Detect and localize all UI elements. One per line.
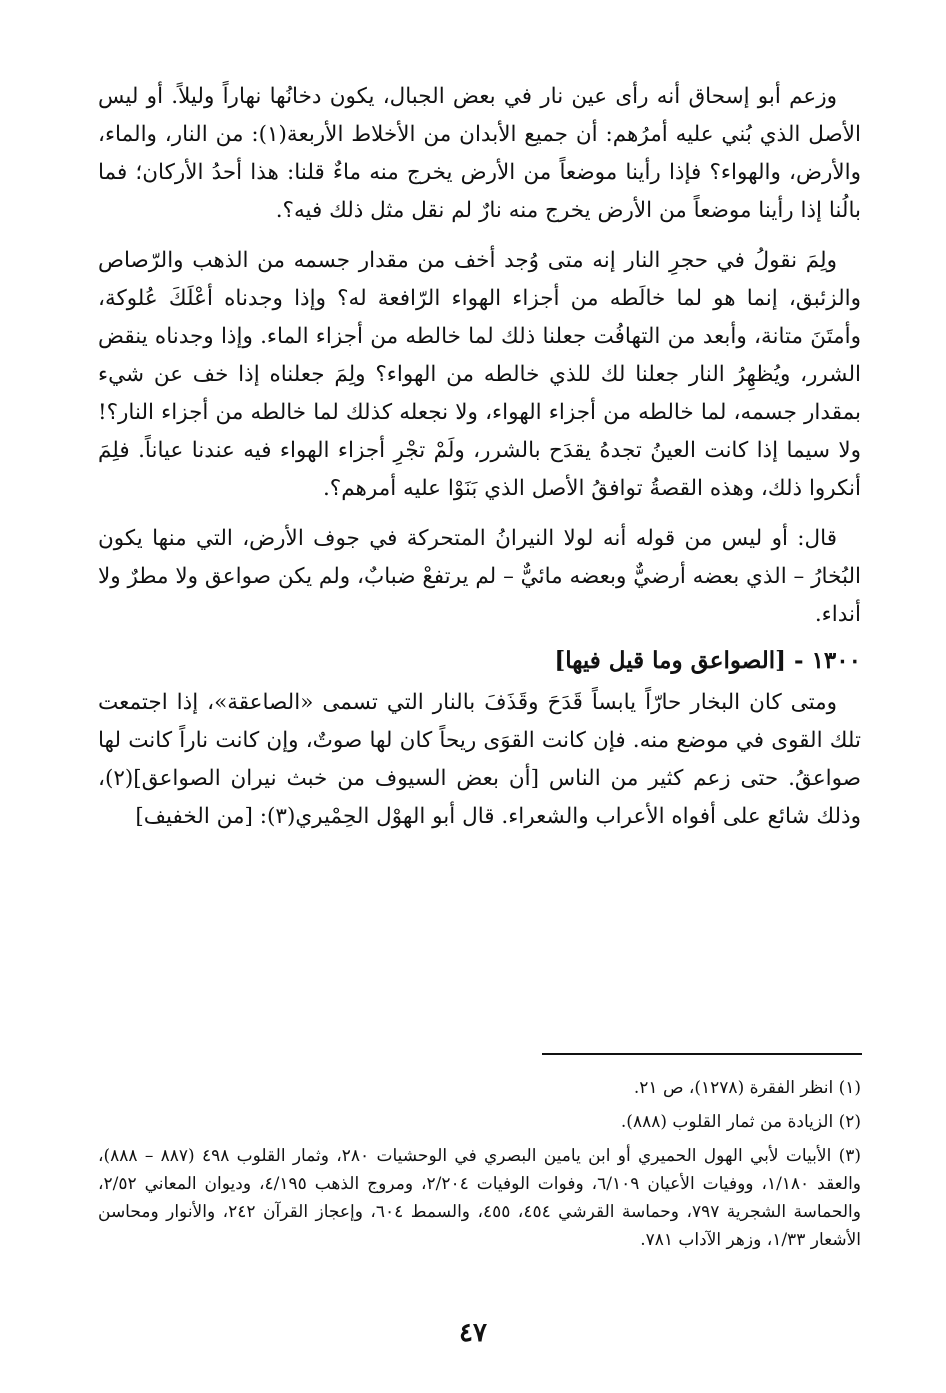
paragraph-4: ومتى كان البخار حارّاً يابساً قَدَحَ وقَذَفَ بالنار التي تسمى «الصاعقة»، إذا اجتمعت تلك القوى في موضع منه. فإن كانت القوَى ريحاً كان لها صوتٌ، وإن كانت ناراً كانت لها صواعقُ. حتى زعم كثير من الناس [أن بعض السيوف من خبث نيران الصواعق](٢)، وذلك شائع على أفواه الأعراب والشعراء. قال أبو الهوْل الحِمْيري(٣): [من الخفيف] [98,690,861,829]
footnote-divider [542,1053,862,1055]
footnotes [98,1074,861,1260]
footnote-2: (٢) الزيادة من ثمار القلوب (٨٨٨). [620,1112,861,1132]
footnote-1: (١) انظر الفقرة (١٢٧٨)، ص ٢١. [633,1078,861,1098]
paragraph-1: وزعم أبو إسحاق أنه رأى عين نار في بعض الجبال، يكون دخانُها نهاراً وليلاً. أو ليس الأصل الذي بُني عليه أمرُهم: أن جميع الأبدان من الأخلاط الأربعة(١): من النار، والماء، والأرض، والهواء؟ فإذا رأينا موضعاً من الأرض يخرج منه ماءٌ قلنا: هذا أحدُ الأركان؛ فما بالُنا إذا رأينا موضعاً من الأرض يخرج منه نارٌ لم نقل مثل ذلك فيه؟. [98,84,861,223]
paragraph-2: ولِمَ نقولُ في حجرِ النار إنه متى وُجد أخف من مقدار جسمه من الذهب والرّصاص والزئبق، إنما هو لما خالَطه من أجزاء الهواء الرّافعة له؟ وإذا وجدناه أعْلَكَ عُلوكة، وأمتَنَ متانة، وأبعد من التهافُت جعلنا ذلك لما خالطه من أجزاء الماء. وإذا وجدناه ينقض الشرر، ويُظهِرُ النار جعلنا لك للذي خالطه من الهواء؟ ولِمَ جعلناه إذا خف عن شيء بمقدار جسمه، لما خالطه من أجزاء الهواء، ولا نجعله كذلك لما خالطه من أجزاء النار؟! ولا سيما إذا كانت العينُ تجدهُ يقدَح بالشرر، ولَمْ تجْرِ أجزاء الهواء فيه عندنا عياناً. فلِمَ أنكروا ذلك، وهذه القصةُ توافقُ الأصل الذي بَنَوْا عليه أمرهم؟. [98,248,861,501]
footnote-3: (٣) الأبيات لأبي الهول الحميري أو ابن يامين البصري في الوحشيات ٢٨٠، وثمار القلوب ٤٩٨ (٨٨٧ – ٨٨٨)، والعقد ١/١٨٠، ووفيات الأعيان ٦/١٠٩، وفوات الوفيات ٢/٢٠٤، ومروج الذهب ٤/١٩٥، وديوان المعاني ٢/٥٢، والحماسة الشجرية ٧٩٧، وحماسة القرشي ٤٥٤، ٤٥٥، والسمط ٦٠٤، وإعجاز القرآن ٢٤٢، والأنوار ومحاسن الأشعار ١/٣٣، وزهر الآداب ٧٨١. [98,1146,862,1250]
page-body [98,78,861,836]
page-number: ٤٧ [459,1318,487,1348]
section-heading: ١٣٠٠ - [الصواعق وما قيل فيها] [554,647,861,674]
paragraph-3: قال: أو ليس من قوله أنه لولا النيرانُ المتحركة في جوف الأرض، التي منها يكون البُخارُ – الذي بعضه أرضيٌّ وبعضه مائيٌّ – لم يرتفعْ ضبابٌ، ولم يكن صواعق ولا مطرٌ ولا أنداء. [98,526,861,627]
